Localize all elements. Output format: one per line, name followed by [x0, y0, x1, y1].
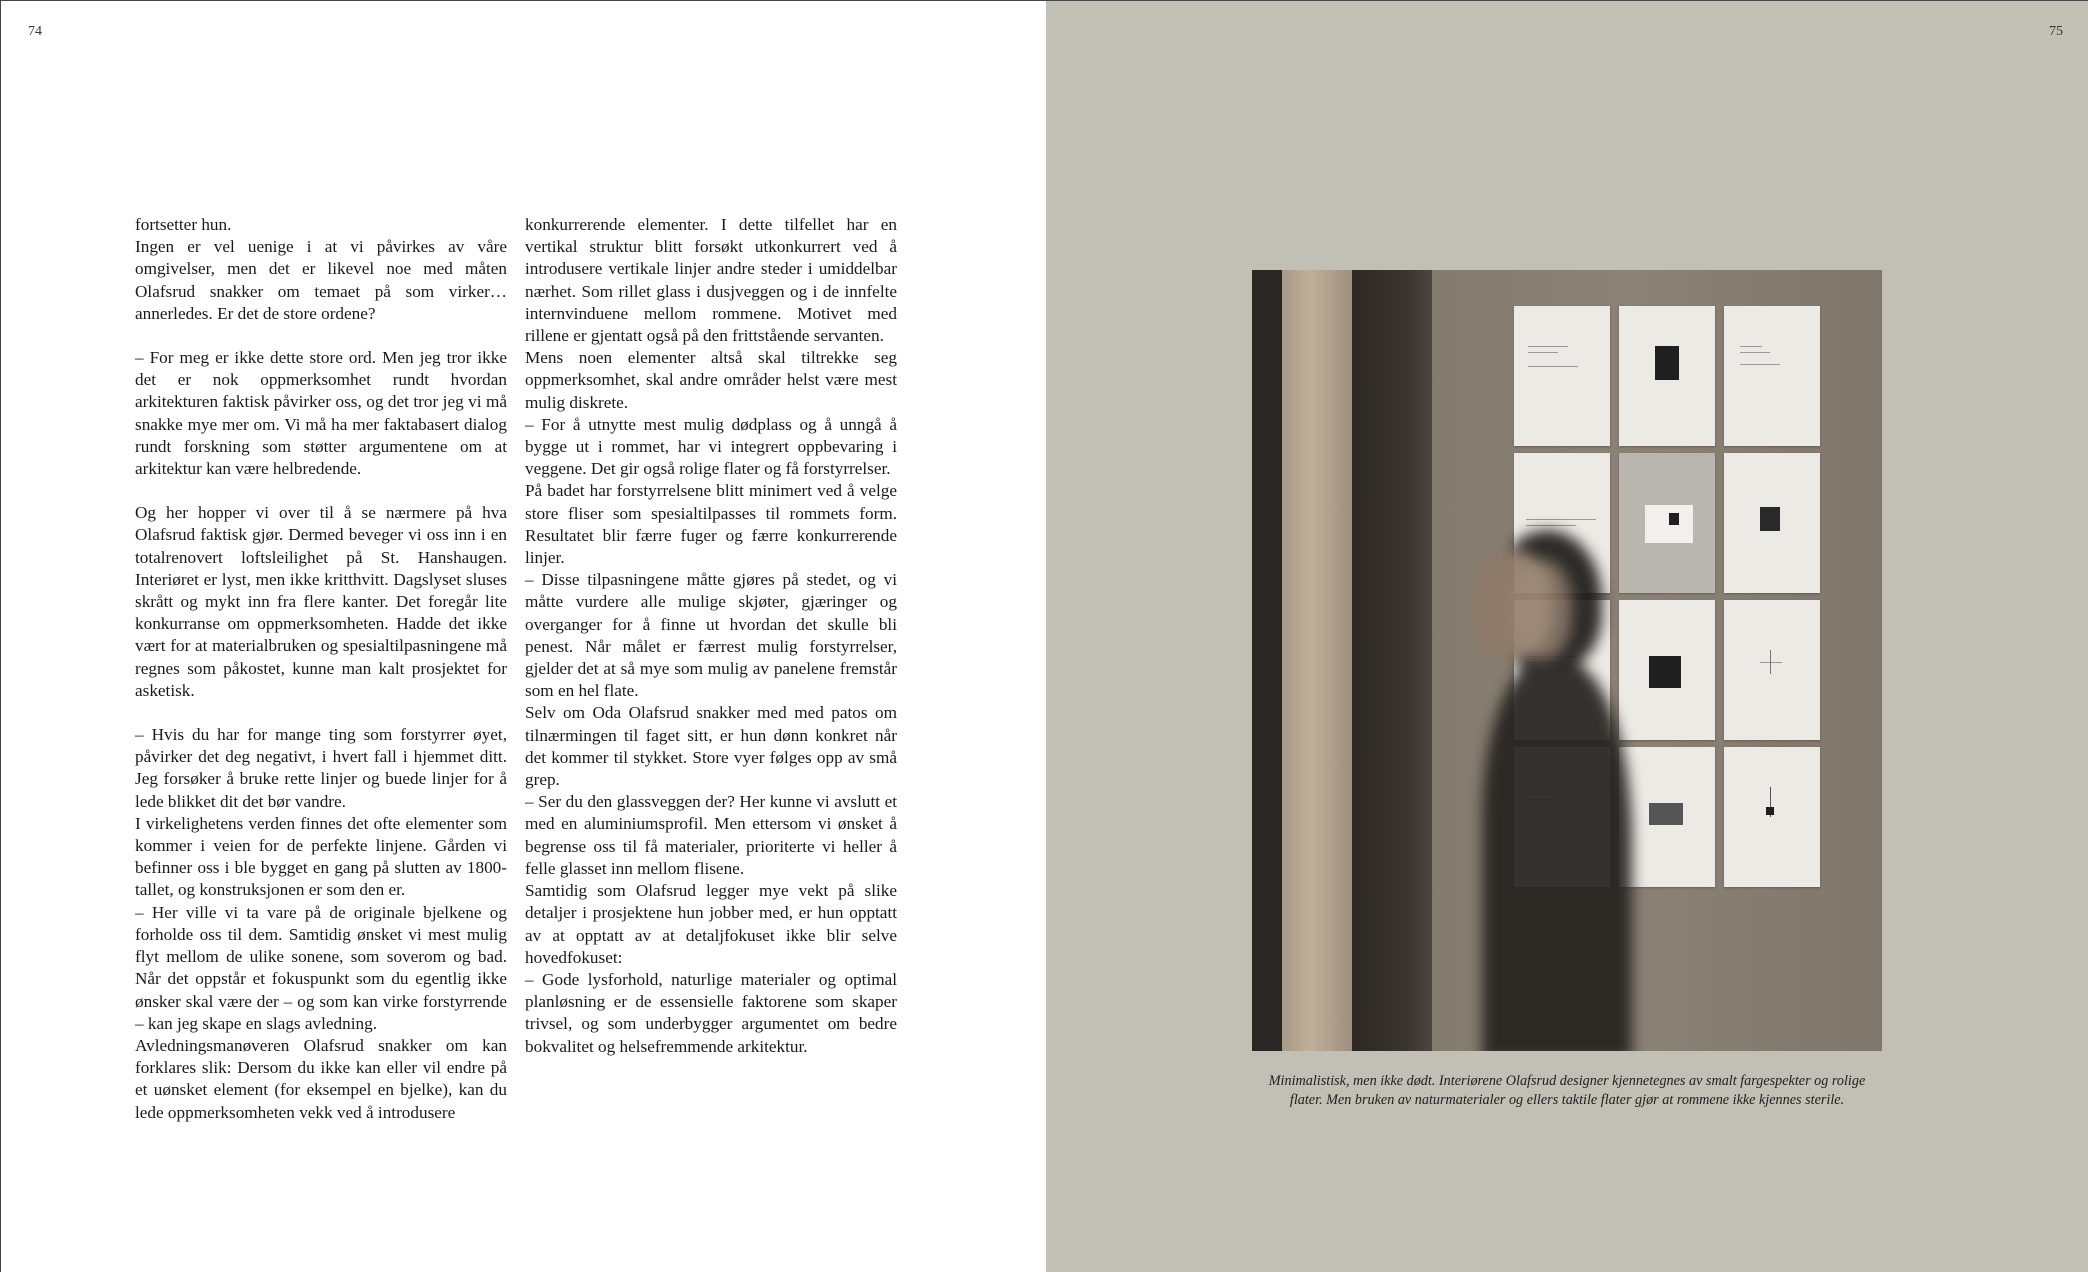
page-number-right: 75	[2049, 24, 2063, 39]
blurred-person	[1372, 530, 1632, 1051]
print-sheet	[1724, 747, 1820, 887]
print-sheet	[1619, 306, 1715, 446]
print-sheet	[1724, 453, 1820, 593]
paragraph: fortsetter hun.	[135, 215, 232, 234]
paragraph: – Hvis du har for mange ting som forstyrrer øyet, påvirker det deg negativt, i hvert fall i hjemmet ditt. Jeg forsøker å bruke rette linjer og buede linjer for å lede blikket dit det bør vandre.	[135, 725, 507, 811]
paragraph: Og her hopper vi over til å se nærmere på hva Olafsrud faktisk gjør. Dermed beveger vi oss inn i en totalrenovert loftsleilighet på St. Hanshaugen. Interiøret er lyst, men ikke kritthvitt. Dagslyset sluses skrått og mykt inn fra flere kanter. Det foregår lite konkurranse om oppmerksomheten. Hadde det ikke vært for at materialbruken og spesialtilpasningene må regnes som påkostet, kunne man kalt prosjektet for asketisk.	[135, 503, 507, 700]
paragraph: – Her ville vi ta vare på de originale bjelkene og forholde oss til dem. Samtidig ønsket vi mest mulig flyt mellom de ulike sonene, som soverom og bad. Når det oppstår et fokuspunkt som du egentlig ikke ønsker skal være der – og som kan virke forstyrrende – kan jeg skape en slags avledning.	[135, 902, 507, 1033]
photo-caption: Minimalistisk, men ikke dødt. Interiørene Olafsrud designer kjennetegnes av smalt fargespekter og rolige flater. Men bruken av naturmaterialer og ellers taktile flater gjør at rommene ikke kjennes sterile.	[1268, 1073, 1866, 1108]
photo-curtain	[1282, 270, 1352, 1051]
interior-photo	[1252, 270, 1882, 1051]
print-sheet	[1514, 306, 1610, 446]
paragraph: I virkelighetens verden finnes det ofte elementer som kommer i veien for de perfekte linjene. Gården vi befinner oss i ble bygget en gang på slutten av 1800-tallet, og konstruksjonen er som den er.	[135, 813, 507, 900]
paragraph: Avledningsmanøveren Olafsrud snakker om kan forklares slik: Dersom du ikke kan eller vil endre på et uønsket element (for eksempel en bjelke), kan du lede oppmerksomheten vekk ved å introdusere	[135, 1035, 507, 1122]
paragraph: Selv om Oda Olafsrud snakker med med patos om tilnærmingen til faget sitt, er hun dønn konkret når det kommer til stykket. Store vyer følges opp av små grep.	[525, 703, 897, 790]
paragraph: – For meg er ikke dette store ord. Men jeg tror ikke det er nok oppmerksomhet rundt hvordan arkitekturen faktisk påvirker oss, og det tror jeg vi må snakke mye mer om. Vi må ha mer faktabasert dialog rundt forskning som støtter argumentene om at arkitektur kan være helbredende.	[135, 348, 507, 479]
text-column-1	[135, 214, 507, 1124]
text-column-2	[525, 214, 897, 1058]
top-border	[0, 0, 2088, 1]
print-sheet	[1619, 600, 1715, 740]
left-border	[0, 0, 1, 1272]
paragraph: konkurrerende elementer. I dette tilfellet har en vertikal struktur blitt forsøkt utkonkurrert ved å introdusere vertikale linjer andre steder i umiddelbar nærhet. Som rillet glass i dusjveggen og i de innfelte internvinduene mellom rommene. Motivet med rillene er gjentatt også på den frittstående servanten.	[525, 215, 897, 346]
paragraph: – Ser du den glassveggen der? Her kunne vi avslutt et med en aluminiumsprofil. Men ettersom vi ønsket å begrense oss til få materialer, prioriterte vi heller å felle glasset inn mellom flisene.	[525, 792, 897, 878]
paragraph: Ingen er vel uenige i at vi påvirkes av våre omgivelser, men det er likevel noe med måten Olafsrud snakker om temaet på som virker… annerledes. Er det de store ordene?	[135, 237, 507, 323]
print-sheet	[1619, 453, 1715, 593]
paragraph: Mens noen elementer altså skal tiltrekke seg oppmerksomhet, skal andre områder helst være mest mulig diskrete.	[525, 348, 897, 412]
photo-doorframe	[1252, 270, 1282, 1051]
paragraph: – Disse tilpasningene måtte gjøres på stedet, og vi måtte vurdere alle mulige skjøter, gjæringer og overganger for å finne ut hvordan det skulle bli penest. Når målet er færrest mulig forstyrrelser, gjelder det at så mye som mulig av panelene fremstår som en hel flate.	[525, 570, 897, 701]
paragraph: – For å utnytte mest mulig dødplass og å unngå å bygge ut i rommet, har vi integrert oppbevaring i veggene. Det gir også rolige flater og få forstyrrelser.	[525, 414, 897, 479]
paragraph: På badet har forstyrrelsene blitt minimert ved å velge store fliser som spesialtilpasses til rommets form. Resultatet blir færre fuger og færre konkurrerende linjer.	[525, 481, 897, 568]
page-number-left: 74	[28, 24, 42, 39]
paragraph: Samtidig som Olafsrud legger mye vekt på slike detaljer i prosjektene hun jobber med, er hun opptatt av at opptatt av at detaljfokuset ikke blir selve hovedfokuset:	[525, 881, 897, 967]
paragraph: – Gode lysforhold, naturlige materialer og optimal planløsning er de essensielle faktorene som skaper trivsel, og som underbygger argumentet om bedre bokvalitet og helsefremmende arkitektur.	[525, 969, 897, 1056]
print-sheet	[1724, 600, 1820, 740]
print-sheet	[1724, 306, 1820, 446]
print-sheet	[1619, 747, 1715, 887]
